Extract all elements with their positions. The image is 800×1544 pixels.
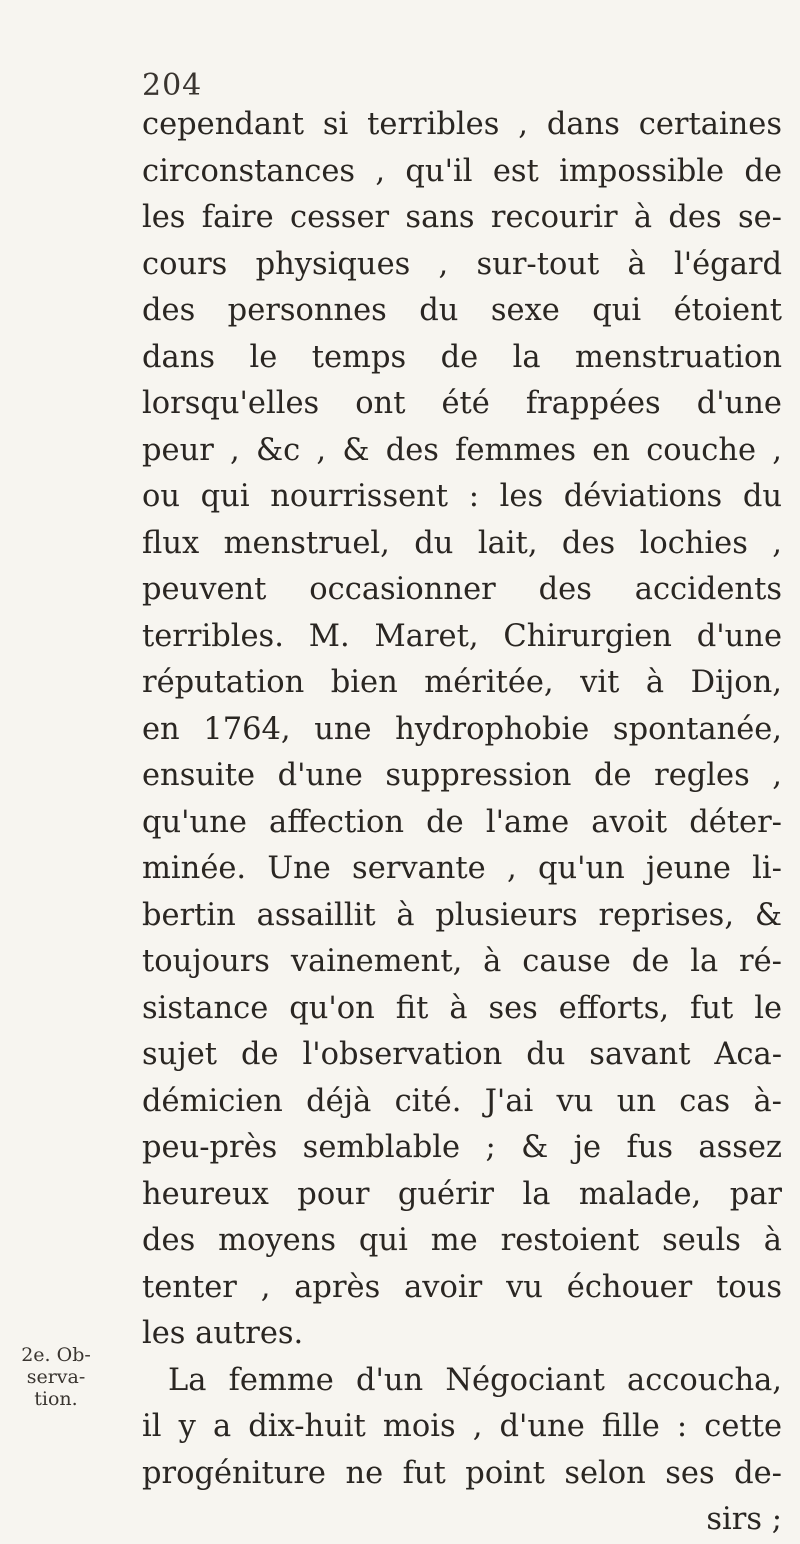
text-line: peu-près semblable ; & je fus assez: [142, 1130, 782, 1165]
text-line: les faire cesser sans recourir à des se-: [142, 200, 782, 235]
text-line: sirs ;: [706, 1502, 782, 1537]
text-line: heureux pour guérir la malade, par: [142, 1176, 782, 1212]
text-line: tenter , après avoir vu échouer tous: [142, 1269, 782, 1305]
text-line: sistance qu'on fit à ses efforts, fut le: [142, 990, 782, 1026]
text-line: réputation bien méritée, vit à Dijon,: [142, 665, 782, 700]
margin-note: [6, 1344, 106, 1410]
text-line: cours physiques , sur-tout à l'égard: [142, 246, 782, 282]
text-line: ou qui nourrissent : les déviations du: [142, 479, 782, 514]
text-line: des personnes du sexe qui étoient: [142, 293, 782, 328]
text-line: lorsqu'elles ont été frappées d'une: [142, 386, 782, 421]
page-number: 204: [142, 68, 203, 103]
text-line: les autres.: [142, 1316, 304, 1351]
text-line: minée. Une servante , qu'un jeune li-: [142, 851, 782, 886]
text-line: des moyens qui me restoient seuls à: [142, 1223, 782, 1258]
text-line: progéniture ne fut point selon ses de-: [142, 1455, 782, 1491]
text-line: démicien déjà cité. J'ai vu un cas à-: [142, 1083, 782, 1119]
text-line: circonstances , qu'il est impossible de: [142, 153, 782, 189]
text-line: sujet de l'observation du savant Aca-: [142, 1037, 782, 1072]
text-line: bertin assaillit à plusieurs reprises, &: [142, 897, 782, 933]
margin-note-line: tion.: [34, 1388, 78, 1410]
text-line: dans le temps de la menstruation: [142, 339, 782, 375]
text-line: peur , &c , & des femmes en couche ,: [142, 432, 782, 468]
text-line: toujours vainement, à cause de la ré-: [142, 944, 782, 979]
text-line: flux menstruel, du lait, des lochies ,: [142, 525, 782, 561]
text-line: cependant si terribles , dans certaines: [142, 107, 782, 142]
text-line: ensuite d'une suppression de regles ,: [142, 758, 782, 793]
margin-note-line: 2e. Ob-: [21, 1344, 91, 1366]
text-line: La femme d'un Négociant accoucha,: [168, 1362, 782, 1398]
text-line: il y a dix-huit mois , d'une fille : cette: [142, 1409, 782, 1444]
margin-note-line: serva-: [26, 1366, 86, 1388]
body-text: [142, 102, 782, 1544]
text-line: terribles. M. Maret, Chirurgien d'une: [142, 618, 782, 654]
text-line: peuvent occasionner des accidents: [142, 572, 782, 607]
text-line: en 1764, une hydrophobie spontanée,: [142, 711, 782, 747]
text-line: qu'une affection de l'ame avoit déter-: [142, 804, 782, 840]
